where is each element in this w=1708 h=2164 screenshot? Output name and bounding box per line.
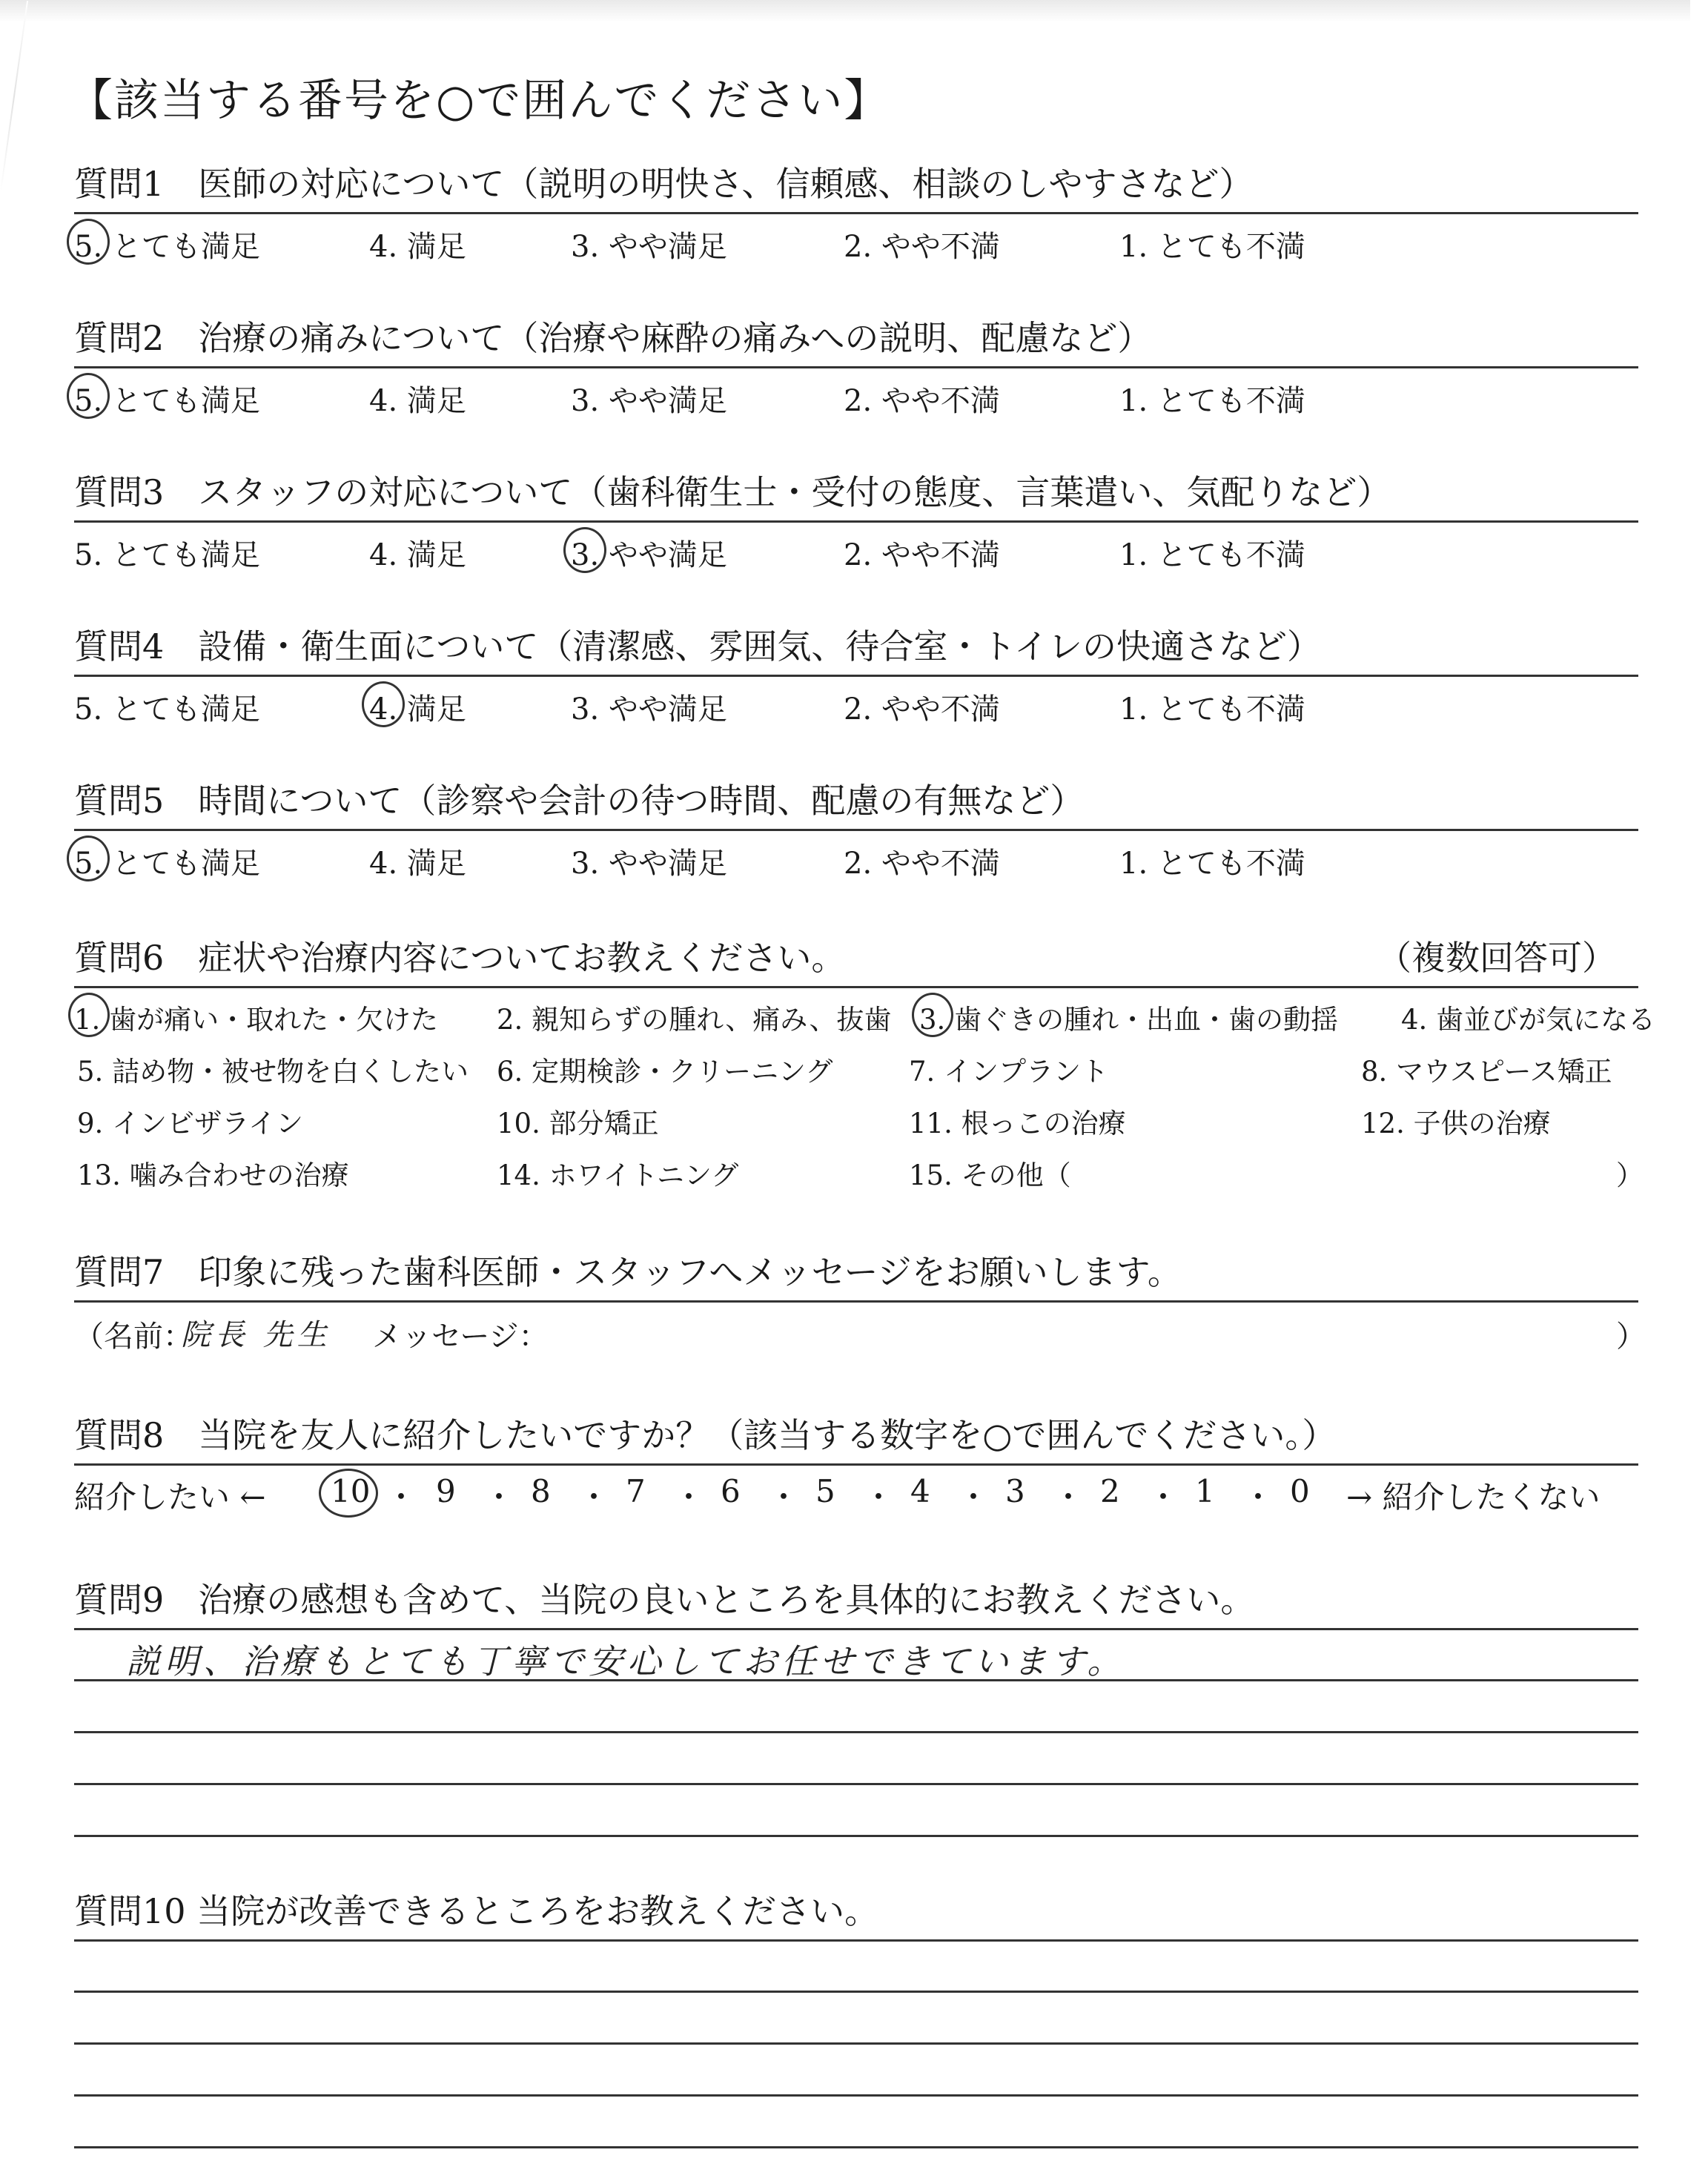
- scale-right-label: → 紹介したくない: [1346, 1479, 1601, 1515]
- question-10: [74, 1885, 1638, 2164]
- rating-option-4[interactable]: 4. 満足: [369, 692, 466, 727]
- question-10-answer-area[interactable]: [74, 1942, 1638, 2164]
- question-8: [74, 1409, 1638, 1525]
- rating-option-4[interactable]: 4. 満足: [369, 538, 466, 572]
- answer-line: [74, 2042, 1638, 2045]
- answer-line: [74, 1783, 1638, 1785]
- message-close-paren: ）: [1616, 1320, 1646, 1354]
- rating-option-5[interactable]: 5. とても満足: [74, 692, 260, 727]
- question-9-answer-area[interactable]: [74, 1630, 1638, 1853]
- rating-option-2[interactable]: 2. やや不満: [844, 538, 1000, 572]
- answer-line: [74, 2146, 1638, 2148]
- selection-circle: [67, 373, 110, 419]
- answer-line: [74, 1731, 1638, 1733]
- symptom-option-6[interactable]: 6. 定期検診・クリーニング: [497, 1056, 833, 1088]
- scale-value-3[interactable]: 3: [1005, 1473, 1025, 1509]
- scale-value-4[interactable]: 4: [910, 1473, 930, 1509]
- scale-separator: ・: [385, 1479, 417, 1515]
- question-6: [74, 931, 1656, 1211]
- name-label: （名前：: [74, 1320, 193, 1354]
- scale-separator: ・: [1148, 1479, 1179, 1515]
- other-close-paren: ）: [1616, 1159, 1644, 1191]
- rating-option-1[interactable]: 1. とても不満: [1119, 230, 1305, 264]
- rating-option-5[interactable]: 5. とても満足: [74, 847, 260, 881]
- question-6-note: （複数回答可）: [1377, 938, 1616, 978]
- rating-option-4[interactable]: 4. 満足: [369, 847, 466, 881]
- question-3-title: 質問3 スタッフの対応について（歯科衛生士・受付の態度、言葉遣い、気配りなど）: [74, 472, 1391, 512]
- selection-circle: [68, 993, 110, 1037]
- rating-option-1[interactable]: 1. とても不満: [1119, 384, 1305, 418]
- question-8-title: 質問8 当院を友人に紹介したいですか？（該当する数字を○で囲んでください。）: [74, 1415, 1337, 1455]
- rating-option-5[interactable]: 5. とても満足: [74, 384, 260, 418]
- rating-option-1[interactable]: 1. とても不満: [1119, 538, 1305, 572]
- symptom-option-2[interactable]: 2. 親知らずの腫れ、痛み、抜歯: [497, 1004, 892, 1036]
- question-5-title: 質問5 時間について（診察や会計の待つ時間、配慮の有無など）: [74, 781, 1085, 821]
- symptom-option-5[interactable]: 5. 詰め物・被せ物を白くしたい: [77, 1056, 469, 1088]
- selection-circle: [563, 527, 606, 573]
- selection-circle: [362, 681, 405, 727]
- question-1-ratings: [74, 214, 1638, 266]
- symptom-option-9[interactable]: 9. インビザライン: [77, 1108, 303, 1139]
- answer-line: [74, 1679, 1638, 1681]
- question-9-title: 質問9 治療の感想も含めて、当院の良いところを具体的にお教えください。: [74, 1580, 1255, 1620]
- question-1: [74, 157, 1638, 266]
- rating-option-5[interactable]: 5. とても満足: [74, 538, 260, 572]
- symptom-option-11[interactable]: 11. 根っこの治療: [909, 1108, 1126, 1139]
- question-4: [74, 620, 1638, 729]
- question-7: [74, 1245, 1646, 1354]
- scale-separator: ・: [1242, 1479, 1274, 1515]
- rating-option-2[interactable]: 2. やや不満: [844, 692, 1000, 727]
- symptom-option-4[interactable]: 4. 歯並びが気になる: [1401, 1004, 1656, 1036]
- question-3: [74, 466, 1638, 575]
- scan-edge: [0, 0, 1690, 22]
- rating-option-3[interactable]: 3. やや満足: [571, 230, 727, 264]
- selection-circle: [319, 1469, 378, 1518]
- rating-option-5[interactable]: 5. とても満足: [74, 230, 260, 264]
- question-2-ratings: [74, 368, 1638, 420]
- question-7-message-row: [74, 1303, 1646, 1354]
- rating-option-2[interactable]: 2. やや不満: [844, 230, 1000, 264]
- question-7-title: 質問7 印象に残った歯科医師・スタッフへメッセージをお願いします。: [74, 1252, 1182, 1292]
- selection-circle: [67, 836, 110, 881]
- scale-separator: ・: [863, 1479, 895, 1515]
- rating-option-4[interactable]: 4. 満足: [369, 384, 466, 418]
- question-9: [74, 1573, 1638, 1853]
- selection-circle: [912, 993, 953, 1037]
- scan-mark: [0, 1, 28, 192]
- scale-separator: ・: [673, 1479, 705, 1515]
- scale-separator: ・: [483, 1479, 515, 1515]
- selection-circle: [67, 219, 110, 265]
- question-4-title: 質問4 設備・衛生面について（清潔感、雰囲気、待合室・トイレの快適さなど）: [74, 626, 1322, 666]
- scale-separator: ・: [958, 1479, 990, 1515]
- answer-handwriting: 説明、治療もとても丁寧で安心してお任せできています。: [126, 1641, 1126, 1681]
- page-title: 【該当する番号を○で囲んでください】: [68, 75, 890, 127]
- symptom-option-15[interactable]: 15. その他（: [909, 1159, 1071, 1191]
- message-label: メッセージ：: [372, 1320, 549, 1354]
- question-4-ratings: [74, 677, 1638, 729]
- question-3-ratings: [74, 523, 1638, 575]
- scale-value-9[interactable]: 9: [436, 1473, 456, 1509]
- symptom-option-7[interactable]: 7. インプラント: [909, 1056, 1109, 1088]
- rating-option-3[interactable]: 3. やや満足: [571, 692, 727, 727]
- question-6-title: 質問6 症状や治療内容についてお教えください。: [74, 938, 846, 978]
- rating-option-1[interactable]: 1. とても不満: [1119, 692, 1305, 727]
- question-2-title: 質問2 治療の痛みについて（治療や麻酔の痛みへの説明、配慮など）: [74, 318, 1152, 358]
- symptom-option-13[interactable]: 13. 噛み合わせの治療: [77, 1159, 349, 1191]
- question-2: [74, 311, 1638, 420]
- question-6-options: [74, 988, 1656, 1211]
- scale-value-2[interactable]: 2: [1100, 1473, 1120, 1509]
- rating-option-3[interactable]: 3. やや満足: [571, 847, 727, 881]
- scale-separator: ・: [1053, 1479, 1085, 1515]
- answer-line: [74, 2094, 1638, 2097]
- scale-value-6[interactable]: 6: [721, 1473, 741, 1509]
- rating-option-2[interactable]: 2. やや不満: [844, 847, 1000, 881]
- referral-scale: [74, 1466, 1638, 1525]
- scale-value-10[interactable]: 10: [331, 1473, 371, 1509]
- scale-value-7[interactable]: 7: [626, 1473, 646, 1509]
- rating-option-3[interactable]: 3. やや満足: [571, 384, 727, 418]
- symptom-option-3[interactable]: 3. 歯ぐきの腫れ・出血・歯の動揺: [919, 1004, 1339, 1036]
- rating-option-4[interactable]: 4. 満足: [369, 230, 466, 264]
- question-10-title: 質問10 当院が改善できるところをお教えください。: [74, 1891, 879, 1931]
- symptom-option-14[interactable]: 14. ホワイトニング: [497, 1159, 739, 1191]
- answer-line: [74, 1835, 1638, 1837]
- scale-value-8[interactable]: 8: [531, 1473, 551, 1509]
- answer-line: [74, 1991, 1638, 1993]
- rating-option-1[interactable]: 1. とても不満: [1119, 847, 1305, 881]
- symptom-option-12[interactable]: 12. 子供の治療: [1361, 1108, 1551, 1139]
- question-1-title: 質問1 医師の対応について（説明の明快さ、信頼感、相談のしやすさなど）: [74, 164, 1254, 204]
- scale-separator: ・: [578, 1479, 610, 1515]
- symptom-option-10[interactable]: 10. 部分矯正: [497, 1108, 659, 1139]
- scale-value-5[interactable]: 5: [815, 1473, 835, 1509]
- question-5: [74, 774, 1638, 883]
- name-value[interactable]: 院長 先生: [181, 1318, 331, 1352]
- scale-value-0[interactable]: 0: [1290, 1473, 1310, 1509]
- symptom-option-1[interactable]: 1. 歯が痛い・取れた・欠けた: [74, 1004, 439, 1036]
- question-5-ratings: [74, 831, 1638, 883]
- scale-separator: ・: [768, 1479, 800, 1515]
- symptom-option-8[interactable]: 8. マウスピース矯正: [1361, 1056, 1612, 1088]
- rating-option-2[interactable]: 2. やや不満: [844, 384, 1000, 418]
- scale-value-1[interactable]: 1: [1195, 1473, 1215, 1509]
- rating-option-3[interactable]: 3. やや満足: [571, 538, 727, 572]
- scale-left-label: 紹介したい ←: [74, 1479, 266, 1515]
